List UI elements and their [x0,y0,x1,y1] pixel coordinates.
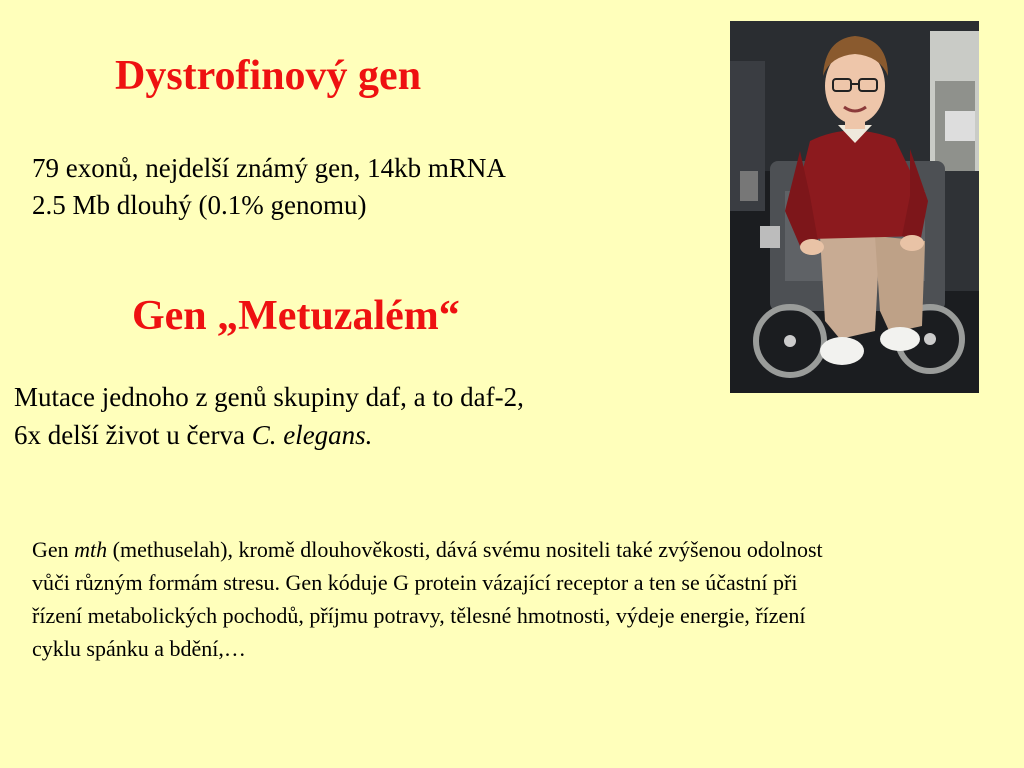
boy-in-wheelchair-illustration [730,21,979,393]
mth-description-text: (methuselah), kromě dlouhověkosti, dává svému nositeli také zvýšenou odolnost vůči různým formám stresu. Gen kóduje G protein vázající receptor a ten se účastní při řízení metabolických pochodů, příjmu potravy, tělesné hmotnosti, výdeje energie, řízení cyklu spánku a bdění,… [32,537,823,661]
mth-gene-symbol: mth [74,537,108,562]
dystrophin-facts [32,150,506,224]
daf-mutation-text [14,378,554,454]
mth-gene-description [32,533,852,665]
slide-title-dystrophin: Dystrofinový gen [115,53,422,99]
dystrophin-fact-line-2: 2.5 Mb dlouhý (0.1% genomu) [32,190,367,220]
patient-photo [730,21,979,393]
slide-title-methuselah: Gen „Metuzalém“ [132,293,460,339]
species-genus: C. [251,420,277,450]
daf-text-part: Mutace jednoho z genů skupiny daf, a to daf-2, 6x delší život u červa [14,382,524,450]
species-name: elegans. [283,420,373,450]
dystrophin-fact-line-1: 79 exonů, nejdelší známý gen, 14kb mRNA [32,153,506,183]
mth-prefix: Gen [32,537,75,562]
